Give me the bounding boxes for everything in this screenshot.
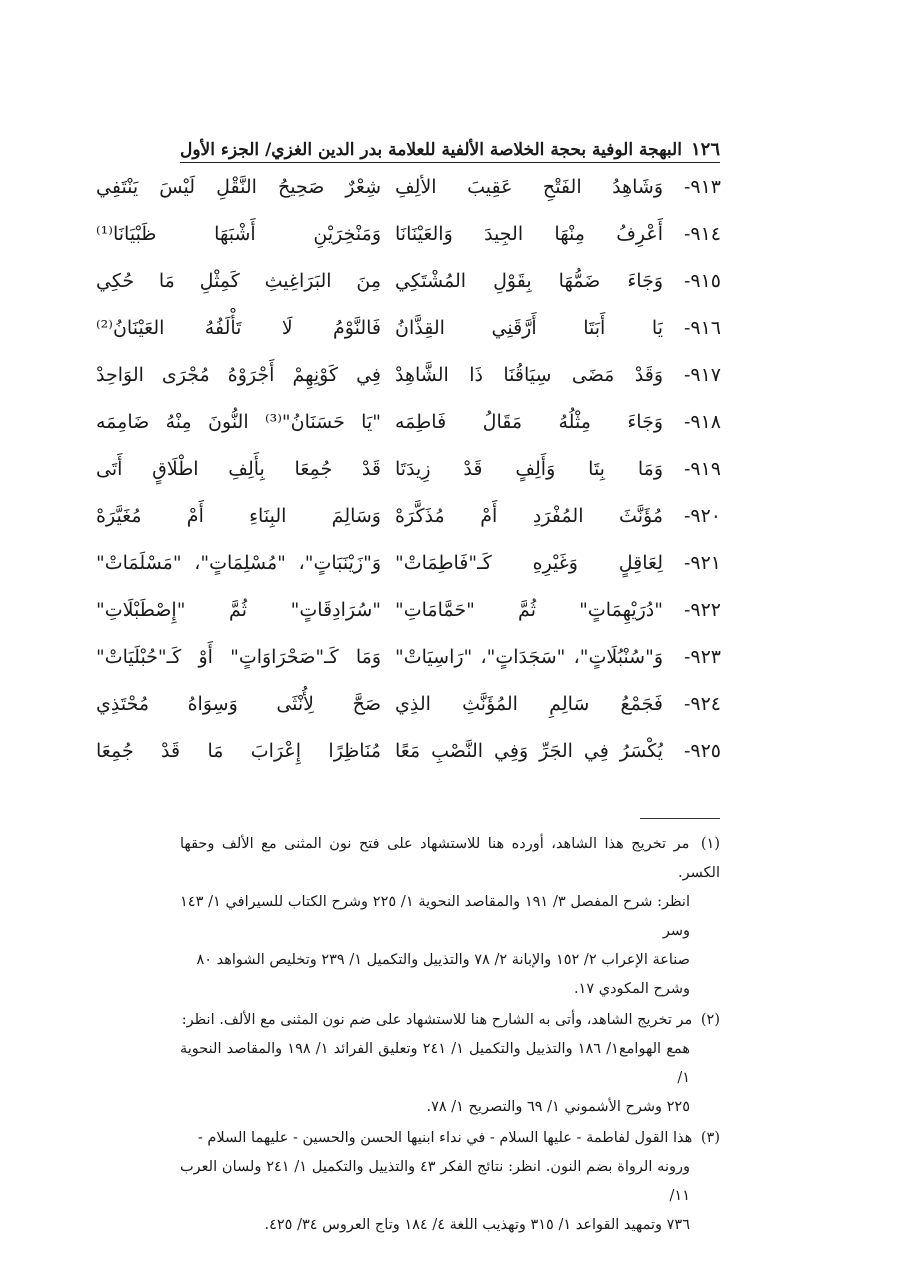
verse-number: ٩١٨- (683, 411, 721, 433)
verse-first-hemistich: أَعْرِفُ مِنْهَا الجِيدَ وَالعَيْنَانَا (395, 223, 663, 245)
verse-row (96, 731, 721, 771)
footnote-divider (640, 818, 720, 819)
verse-first-hemistich: وَشَاهِدُ الفَتْحِ عَقِيبَ الألِفِ (395, 176, 663, 198)
verse-first-hemistich: "دُرَيْهِمَاتٍ" ثُمَّ "حَمَّامَاتِ" (395, 599, 663, 621)
verse-second-hemistich: وَ"زَيْنَبَاتٍ"، "مُسْلِمَاتٍ"، "مَسْلَمَاتْ" (96, 552, 381, 574)
verse-row (96, 449, 721, 489)
verse-number: ٩١٦- (683, 317, 721, 339)
verse-number: ٩١٩- (683, 458, 721, 480)
verse-first-hemistich: وَقَدْ مَضَى سِيَاقُنَا ذَا الشَّاهِدْ (395, 364, 663, 386)
verse-second-hemistich: فِي كَوْنِهِمْ أَجْرَوْهُ مُجْرَى الوَاحِدْ (96, 364, 381, 386)
footnote-line: صناعة الإعراب ٢/ ١٥٢ والإبانة ٢/ ٧٨ والتذييل والتكميل ١/ ٢٣٩ وتخليص الشواهد ٨٠ (196, 952, 690, 968)
footnote-number: (١) (700, 836, 720, 852)
verse-second-hemistich: مُنَاظِرًا إِعْرَابَ مَا قَدْ جُمِعَا (96, 740, 381, 762)
footnote-3 (180, 1124, 720, 1240)
verse-row (96, 167, 721, 207)
verse-row (96, 543, 721, 583)
verse-first-hemistich: مُؤَنَّثَ المُفْرَدِ أَمْ مُذَكَّرَهْ (395, 505, 663, 527)
verse-first-hemistich: لِعَاقِلٍ وَغَيْرِهِ كَـ"فَاطِمَاتْ" (395, 552, 663, 574)
verse-number: ٩٢٥- (683, 740, 721, 762)
verse-second-hemistich: "يَا حَسَنَانُ"⁽³⁾ النُّونَ مِنْهُ ضَامِمَه (96, 411, 381, 433)
verse-number: ٩٢٠- (683, 505, 721, 527)
verse-second-hemistich: شِعْرٌ صَحِيحُ النَّقْلِ لَيْسَ يَنْتَفِي (96, 176, 381, 198)
footnote-line: وشرح المكودي ١٧. (573, 981, 690, 997)
verse-second-hemistich: قَدْ جُمِعَا بِأَلِفِ اطْلَاقٍ أَتَى (96, 458, 381, 480)
verse-row (96, 214, 721, 254)
footnote-number: (٢) (700, 1012, 720, 1028)
verse-number: ٩٢١- (683, 552, 721, 574)
verse-number: ٩١٤- (683, 223, 721, 245)
footnote-line: (٢) مر تخريج الشاهد، وأتى به الشارح هنا للاستشهاد على ضم نون المثنى مع الألف. انظر: (181, 1012, 720, 1028)
verse-row (96, 590, 721, 630)
footnote-line: ٧٣٦ وتمهيد القواعد ١/ ٣١٥ وتهذيب اللغة ٤/ ١٨٤ وتاج العروس ٣٤/ ٤٢٥. (264, 1217, 690, 1233)
verse-second-hemistich: وَمَا كَـ"صَحْرَاوَاتٍ" أَوْ كَـ"حُبْلَيَاتْ" (96, 646, 381, 668)
verse-number: ٩٢٣- (683, 646, 721, 668)
verse-row (96, 308, 721, 348)
book-title: البهجة الوفية بحجة الخلاصة الألفية للعلامة بدر الدين الغزي/ الجزء الأول (180, 140, 682, 160)
verse-number: ٩١٣- (683, 176, 721, 198)
verse-first-hemistich: يَا أَبَتَا أَرَّقَنِي القِذَّانُ (395, 317, 663, 339)
verse-first-hemistich: وَجَاءَ ضَمُّهَا بِقَوْلِ المُشْتَكِي (395, 270, 663, 292)
running-header (180, 128, 720, 160)
footnote-line: (٣) هذا القول لفاطمة - عليها السلام - في نداء ابنيها الحسن والحسين - عليهما السلام - (197, 1130, 720, 1146)
footnote-line: همع الهوامع١/ ١٨٦ والتذييل والتكميل ١/ ٢٤١ وتعليق الفرائد ١/ ١٩٨ والمقاصد النحوية ١/ (180, 1041, 690, 1086)
verse-second-hemistich: وَمَنْخِرَيْنِ أَشْبَهَا ظَبْيَانَا⁽¹⁾ (96, 223, 381, 245)
verse-row (96, 261, 721, 301)
verse-second-hemistich: صَحَّ لِأُنْثَى وَسِوَاهُ مُحْتَذِي (96, 693, 381, 715)
footnote-2 (180, 1006, 720, 1122)
page-number: ١٢٦ (690, 139, 720, 160)
footnote-number: (٣) (700, 1130, 720, 1146)
header-divider (180, 162, 720, 163)
verse-first-hemistich: وَ"سُنْبُلَاتٍ"، "سَجَدَاتٍ"، "رَاسِيَاتْ" (395, 646, 663, 668)
footnote-line: (١) مر تخريج هذا الشاهد، أورده هنا للاستشهاد على فتح نون المثنى مع الألف وحقها الكسر. (180, 836, 720, 881)
verse-row (96, 684, 721, 724)
verse-second-hemistich: "سُرَادِقَاتٍ" ثُمَّ "إِصْطَبْلَاتِ" (96, 599, 381, 621)
verse-row (96, 496, 721, 536)
verse-number: ٩١٥- (683, 270, 721, 292)
verse-number: ٩١٧- (683, 364, 721, 386)
verse-first-hemistich: فَجَمْعُ سَالِمِ المُؤَنَّثِ الذِي (395, 693, 663, 715)
footnote-1 (180, 830, 720, 1004)
footnotes (180, 830, 720, 1242)
verse-number: ٩٢٤- (683, 693, 721, 715)
footnote-line: ٢٢٥ وشرح الأشموني ١/ ٦٩ والتصريح ١/ ٧٨. (426, 1099, 690, 1115)
verse-first-hemistich: وَجَاءَ مِثْلُهُ مَقَالُ فَاطِمَه (395, 411, 663, 433)
verse-row (96, 355, 721, 395)
verse-first-hemistich: يُكْسَرُ فِي الجَرِّ وَفِي النَّصْبِ مَعًا (395, 740, 663, 762)
footnote-line: ورونه الرواة بضم النون. انظر: نتائج الفكر ٤٣ والتذييل والتكميل ١/ ٢٤١ ولسان العرب ١١/ (180, 1159, 691, 1204)
verse-number: ٩٢٢- (683, 599, 721, 621)
verse-row (96, 402, 721, 442)
verse-second-hemistich: وَسَالِمَ البِنَاءِ أَمْ مُغَيَّرَهْ (96, 505, 381, 527)
verse-row (96, 637, 721, 677)
verse-second-hemistich: فَالنَّوْمُ لَا تَأْلَفُهُ العَيْنَانُ⁽²⁾ (96, 317, 381, 339)
footnote-line: انظر: شرح المفصل ٣/ ١٩١ والمقاصد النحوية ١/ ٢٢٥ وشرح الكتاب للسيرافي ١/ ١٤٣ وسر (180, 894, 690, 939)
verse-first-hemistich: وَمَا بِتَا وَأَلِفٍ قَدْ زِيدَتَا (395, 458, 663, 480)
verse-second-hemistich: مِنَ البَرَاغِيثِ كَمِثْلِ مَا حُكِي (96, 270, 381, 292)
